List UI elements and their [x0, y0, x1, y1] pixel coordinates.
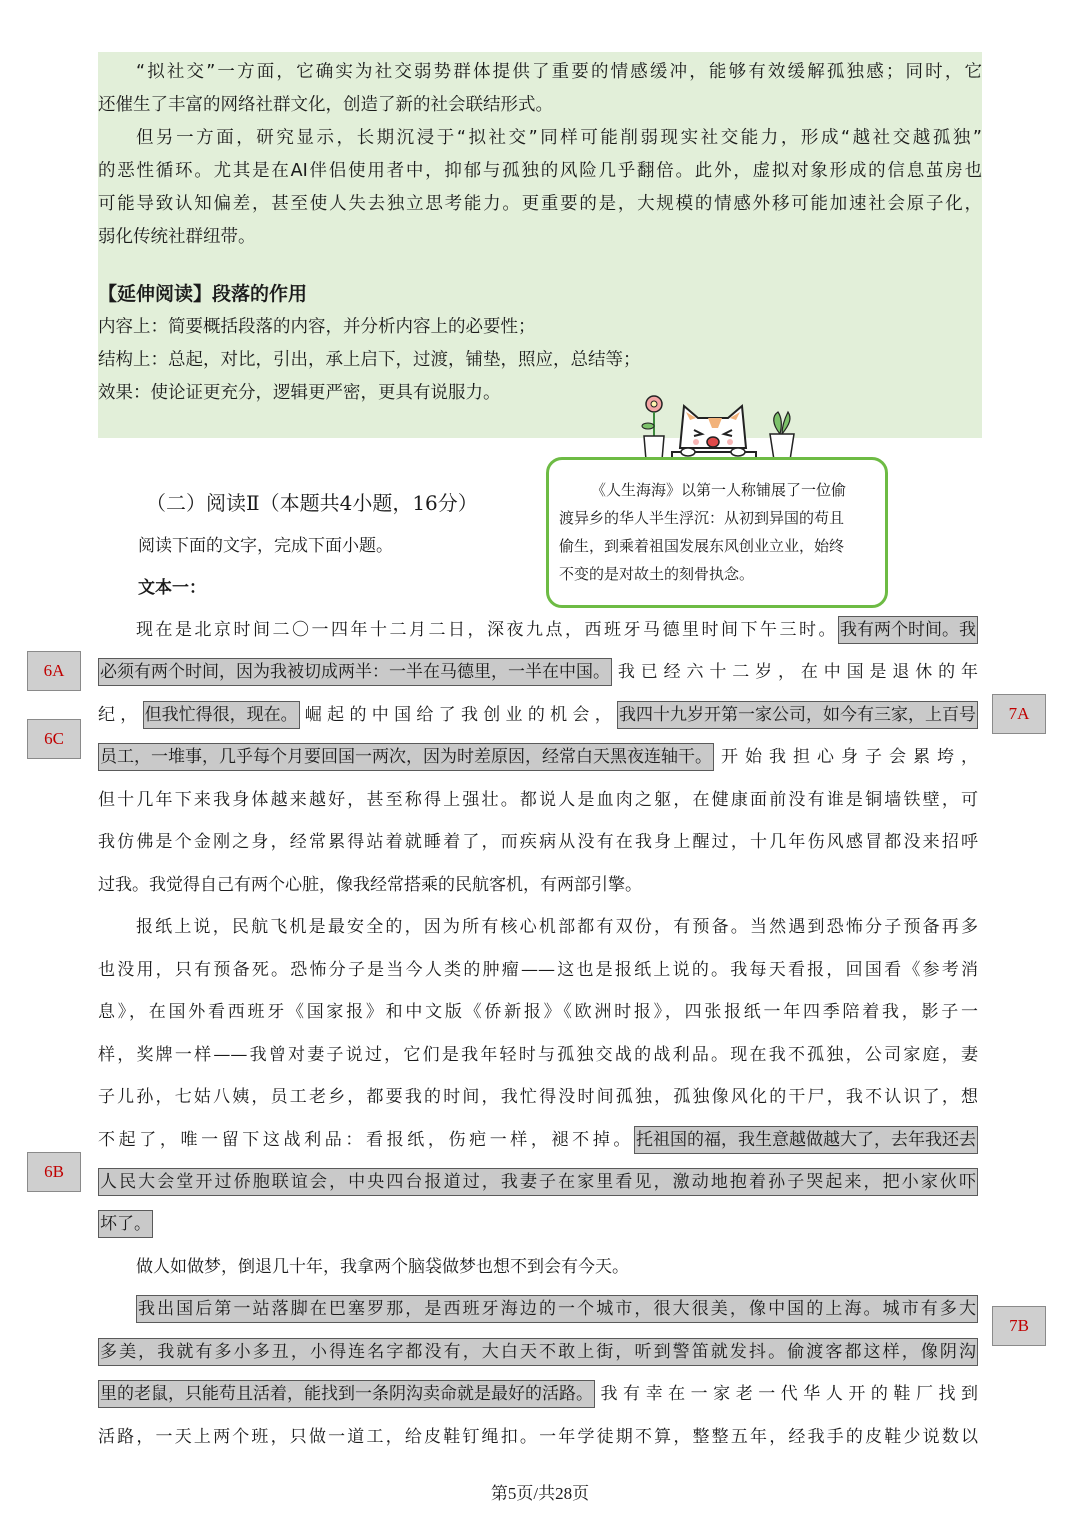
- bubble-line-1: 《人生海海》以第一人称铺展了一位偷: [591, 481, 847, 499]
- highlight-6b: 托祖国的福，我生意越做越大了，去年我还去: [634, 1126, 978, 1154]
- highlight-6c: 但我忙得很，现在。: [143, 701, 300, 729]
- body-text: 现在是北京时间二〇一四年十二月二日，深夜九点，西班牙马德里时间下午三时。: [136, 620, 838, 640]
- highlight-7b: 我出国后第一站落脚在巴塞罗那，是西班牙海边的一个城市，很大很美，像中国的上海。城市有多大: [136, 1295, 978, 1323]
- highlight-7a: 我四十九岁开第一家公司，如今有三家，上百号: [617, 701, 978, 729]
- text-label: 文本一：: [138, 578, 206, 598]
- highlight-7a: 员工，一堆事，几乎每个月要回国一两次，因为时差原因，经常白天黑夜连轴干。: [98, 743, 714, 771]
- body-line-14: [98, 1164, 978, 1200]
- extension-item-3: 效果：使论证更充分，逻辑更严密，更具有说服力。: [98, 383, 501, 403]
- cat-icon: [672, 406, 756, 462]
- cat-plants-illustration: [632, 388, 802, 464]
- green-line-2: 还催生了丰富的网络社群文化，创造了新的社会联结形式。: [98, 95, 553, 115]
- tag-7b: 7B: [992, 1306, 1046, 1346]
- body-line-16: 做人如做梦，倒退几十年，我拿两个脑袋做梦也想不到会有今天。: [136, 1257, 629, 1277]
- bubble-line-2: 渡异乡的华人半生浮沉：从初到异国的苟且: [559, 509, 845, 527]
- body-line-6: 我仿佛是个金刚之身，经常累得站着就睡着了，而疾病从没有在我身上醒过，十几年伤风感冒都没来招呼: [98, 832, 978, 852]
- body-line-15: [98, 1206, 978, 1242]
- body-line-1: [98, 612, 978, 648]
- body-line-11: 样，奖牌一样——我曾对妻子说过，它们是我年轻时与孤独交战的战利品。现在我不孤独，公司家庭，妻: [98, 1045, 978, 1065]
- body-line-8: 报纸上说，民航飞机是最安全的，因为所有核心机部都有双份，有预备。当然遇到恐怖分子预备再多: [136, 917, 978, 937]
- bubble-line-4: 不变的是对故土的刻骨执念。: [559, 565, 755, 583]
- tag-6a: 6A: [27, 651, 81, 691]
- body-line-2: [98, 654, 978, 690]
- body-line-3: [98, 697, 978, 733]
- body-line-10: 息》，在国外看西班牙《国家报》和中文版《侨新报》《欧洲时报》，四张报纸一年四季陪着我，影子一: [98, 1002, 978, 1022]
- body-text: 我有幸在一家老一代华人开的鞋厂找到: [595, 1384, 978, 1404]
- body-line-13: [98, 1122, 978, 1158]
- body-line-12: 子儿孙，七姑八姨，员工老乡，都要我的时间，我忙得没时间孤独，孤独像风化的干尸，我不认识了，想: [98, 1087, 978, 1107]
- body-line-5: 但十几年下来我身体越来越好，甚至称得上强壮。都说人是血肉之躯，在健康面前没有谁是铜墙铁壁，可: [98, 790, 978, 810]
- body-text: 崛起的中国给了我创业的机会，: [299, 705, 618, 725]
- body-line-17: [98, 1291, 978, 1327]
- section-title: （二）阅读Ⅱ（本题共4小题，16分）: [146, 491, 478, 515]
- flower-icon: [642, 396, 664, 460]
- green-info-box: [98, 52, 982, 438]
- reading-instruction: 阅读下面的文字，完成下面小题。: [138, 536, 393, 556]
- highlight-6b: 人民大会堂开过侨胞联谊会，中央四台报道过，我妻子在家里看见，激动地抱着孙子哭起来，把小家伙吓: [98, 1168, 978, 1196]
- green-line-3: 但另一方面，研究显示，长期沉浸于“拟社交”同样可能削弱现实社交能力，形成“越社交越孤独”: [136, 128, 982, 148]
- tag-7a: 7A: [992, 694, 1046, 734]
- green-line-6: 弱化传统社群纽带。: [98, 227, 256, 247]
- page-number: 第5页/共28页: [490, 1484, 590, 1503]
- highlight-6a: 我有两个时间。我: [838, 616, 978, 644]
- highlight-6b: 坏了。: [98, 1210, 153, 1238]
- extension-item-2: 结构上：总起，对比，引出，承上启下，过渡，铺垫，照应，总结等；: [98, 350, 641, 370]
- tag-6b: 6B: [27, 1152, 81, 1192]
- bubble-line-3: 偷生，到乘着祖国发展东风创业立业，始终: [559, 537, 845, 555]
- body-text: 开始我担心身子会累垮，: [714, 747, 978, 767]
- body-line-9: 也没用，只有预备死。恐怖分子是当今人类的肿瘤——这也是报纸上说的。我每天看报，回国看《参考消: [98, 960, 978, 980]
- body-line-20: 活路，一天上两个班，只做一道工，给皮鞋钉绳扣。一年学徒期不算，整整五年，经我手的皮鞋少说数以: [98, 1427, 978, 1447]
- highlight-7b: 多美，我就有多小多丑，小得连名字都没有，大白天不敢上街，听到警笛就发抖。偷渡客都这样，像阴沟: [98, 1338, 978, 1366]
- body-text: 纪，: [98, 705, 143, 725]
- extension-title: 【延伸阅读】段落的作用: [98, 283, 308, 305]
- body-line-7: 过我。我觉得自己有两个心脏，像我经常搭乘的民航客机，有两部引擎。: [98, 875, 642, 895]
- body-line-4: [98, 739, 978, 775]
- highlight-7b: 里的老鼠，只能苟且活着，能找到一条阴沟卖命就是最好的活路。: [98, 1380, 595, 1408]
- green-line-5: 可能导致认知偏差，甚至使人失去独立思考能力。更重要的是，大规模的情感外移可能加速社会原子化，: [98, 194, 982, 214]
- green-line-4: 的恶性循环。尤其是在AI伴侣使用者中，抑郁与孤独的风险几乎翻倍。此外，虚拟对象形成的信息茧房也: [98, 161, 982, 181]
- green-line-1: “拟社交”一方面，它确实为社交弱势群体提供了重要的情感缓冲，能够有效缓解孤独感；同时，它: [136, 62, 982, 82]
- body-text: 不起了，唯一留下这战利品：看报纸，伤疤一样，褪不掉。: [98, 1130, 634, 1150]
- summary-bubble: [546, 457, 888, 608]
- potted-plant-icon: [770, 412, 794, 460]
- body-text: 我已经六十二岁，在中国是退休的年: [612, 662, 978, 682]
- body-line-18: [98, 1334, 978, 1370]
- body-line-19: [98, 1376, 978, 1412]
- tag-6c: 6C: [27, 719, 81, 759]
- highlight-6a: 必须有两个时间，因为我被切成两半：一半在马德里，一半在中国。: [98, 658, 612, 686]
- extension-item-1: 内容上：简要概括段落的内容，并分析内容上的必要性；: [98, 317, 536, 337]
